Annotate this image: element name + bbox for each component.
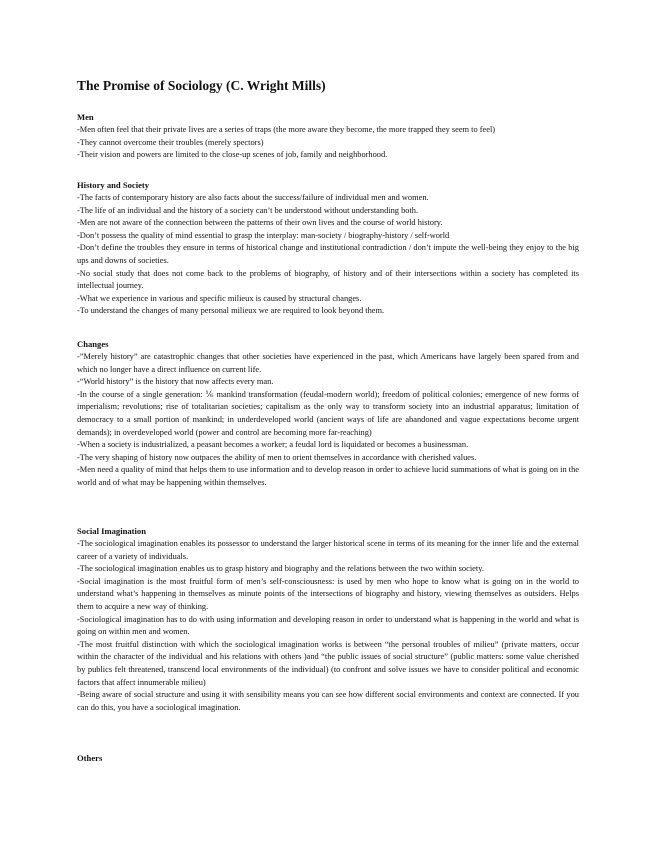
bullet-item: -In the course of a single generation: ⅙ mankind transformation (feudal-modern world); freedom of political colonies; emergence of new forms of imperialism; revolutions; rise of totalitarian societies; capitalism as the only way to transform society into an industrial apparatus; limitation of democracy to a small portion of mankind; in underdeveloped world (ancient ways of life are abandoned and vague expectations become urgent demands); in overdeveloped world (power and control are becoming more far-reaching) (77, 389, 579, 437)
section-heading-changes: Changes (77, 339, 109, 349)
bullet-item: -Men often feel that their private lives are a series of traps (the more aware they become, the more trapped they seem to feel) (77, 125, 496, 134)
bullet-item: -Don’t possess the quality of mind essential to grasp the interplay: man-society / biography-history / self-world (77, 230, 450, 240)
bullet-list-men (77, 124, 579, 162)
bullet-item: -They cannot overcome their troubles (merely spectors) (77, 137, 264, 147)
bullet-item: -The sociological imagination enables us to grasp history and biography and the relations between the two within society. (77, 564, 484, 574)
section-heading-history-and-society: History and Society (77, 180, 150, 190)
bullet-list-changes (77, 351, 579, 490)
section-history-and-society (77, 179, 579, 318)
section-heading-others: Others (77, 753, 103, 763)
section-heading-social-imagination: Social Imagination (77, 526, 146, 536)
bullet-item: -Sociological imagination has to do with using information and developing reason in order to understand what is happening in the world and what is going on within men and women. (77, 614, 579, 637)
bullet-item: -To understand the changes of many personal milieux we are required to look beyond them. (77, 306, 385, 316)
bullet-item: -The sociological imagination enables its possessor to understand the larger historical scene in terms of its meaning for the inner life and the external career of a variety of individuals. (77, 539, 579, 561)
bullet-item: -Men are not aware of the connection between the patterns of their own lives and the course of world history. (77, 218, 443, 228)
bullet-item: -”Merely history” are catastrophic changes that other societies have experienced in the past, which Americans have largely been spared from and which no longer have a direct influence on current life. (77, 352, 579, 374)
bullet-item: -The very shaping of history now outpaces the ability of men to orient themselves in accordance with cherished values. (77, 452, 477, 462)
bullet-item: -No social study that does not come back to the problems of biography, of history and of their intersections within a society has completed its intellectual journey. (77, 268, 579, 291)
bullet-list-social-imagination (77, 538, 579, 714)
bullet-item: -The most fruitful distinction with which the sociological imagination works is between “the personal troubles of milieu” (private matters, occur within the character of the individual and his relations with others )and “the public issues of social structure” (public matters: some value cherished by publics felt threatened, transcend local environments of the individual) (to confront and solve issues we have to consider political and economic factors that affect innumerable milieu) (77, 639, 579, 687)
bullet-item: -When a society is industrialized, a peasant becomes a worker; a feudal lord is liquidated or becomes a businessman. (77, 440, 469, 450)
section-men (77, 111, 579, 162)
bullet-item: -The life of an individual and the history of a society can’t be understood without understanding both. (77, 205, 419, 215)
section-others (77, 752, 579, 765)
bullet-item: -Being aware of social structure and using it with sensibility means you can see how different social environments and context are connected. If you can do this, you have a sociological imagination. (77, 690, 579, 712)
document-title: The Promise of Sociology (C. Wright Mills) (77, 78, 326, 93)
bullet-item: -The facts of contemporary history are also facts about the success/failure of individual men and women. (77, 193, 429, 202)
bullet-item: -Men need a quality of mind that helps them to use information and to develop reason in order to achieve lucid summations of what is going on in the world and of what may be happening within themselves. (77, 465, 579, 487)
bullet-list-history-and-society (77, 192, 579, 318)
section-social-imagination (77, 525, 579, 714)
bullet-item: -Their vision and powers are limited to the close-up scenes of job, family and neighborhood. (77, 150, 388, 160)
bullet-item: -“World history” is the history that now affects every man. (77, 377, 274, 387)
bullet-item: -Social imagination is the most fruitful form of men’s self-consciousness: is used by men who hope to know what is going on in the world to understand what’s happening in themselves as minute points of the intersections of biography and history, viewing themselves as outsiders. Helps them to acquire a new way of thinking. (77, 576, 579, 611)
section-heading-men: Men (77, 112, 94, 122)
bullet-item: -Don’t define the troubles they ensure in terms of historical change and institutional contradiction / don’t impute the well-being they enjoy to the big ups and downs of societies. (77, 243, 579, 265)
bullet-item: -What we experience in various and specific milieux is caused by structural changes. (77, 293, 362, 303)
section-changes (77, 338, 579, 490)
